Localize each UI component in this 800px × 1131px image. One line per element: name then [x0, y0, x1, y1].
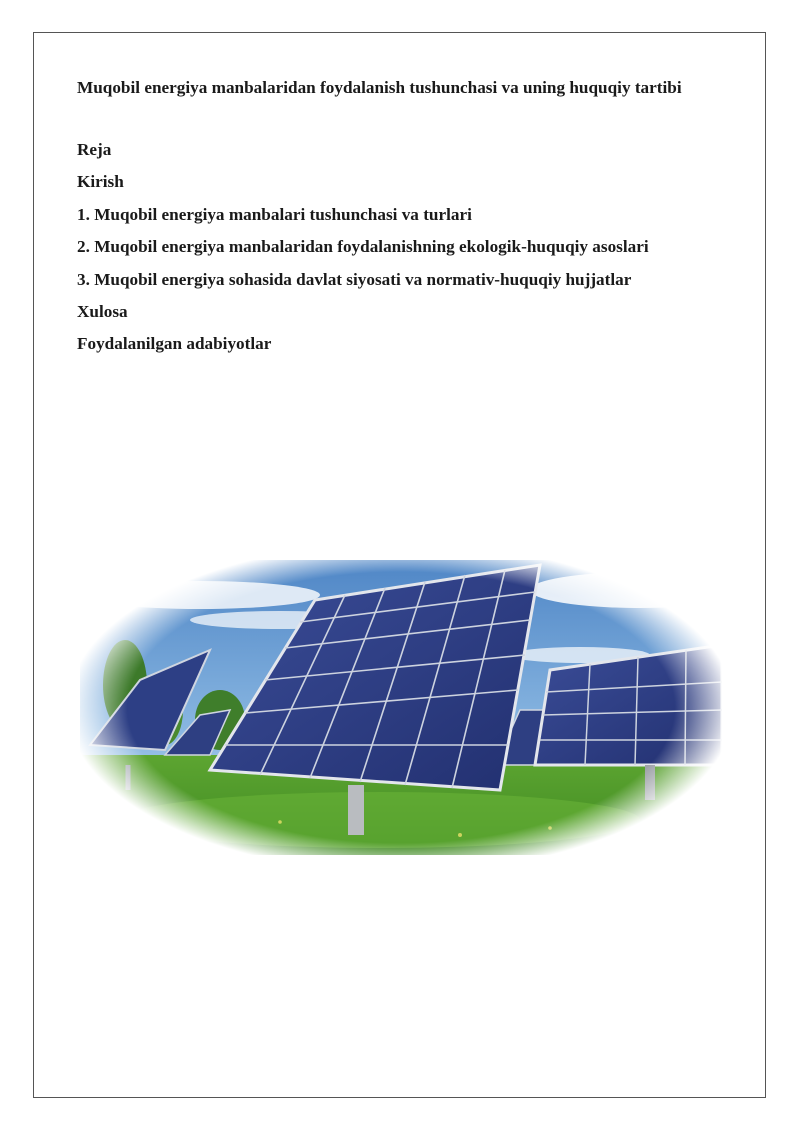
document-body	[77, 74, 757, 361]
solar-panels-image	[80, 560, 722, 855]
outline-list	[77, 134, 757, 361]
outline-item-2: 2. Muqobil energiya manbalaridan foydalanishning ekologik-huquqiy asoslari	[77, 237, 649, 257]
document-title: Muqobil energiya manbalaridan foydalanish tushunchasi va uning huquqiy tartibi	[77, 78, 682, 97]
outline-item-xulosa: Xulosa	[77, 302, 128, 322]
outline-item-kirish: Kirish	[77, 172, 124, 192]
outline-heading-reja: Reja	[77, 140, 112, 159]
outline-item-adabiyotlar: Foydalanilgan adabiyotlar	[77, 334, 272, 354]
outline-item-3: 3. Muqobil energiya sohasida davlat siyosati va normativ-huquqiy hujjatlar	[77, 269, 632, 289]
outline-item-1: 1. Muqobil energiya manbalari tushunchasi va turlari	[77, 204, 472, 224]
